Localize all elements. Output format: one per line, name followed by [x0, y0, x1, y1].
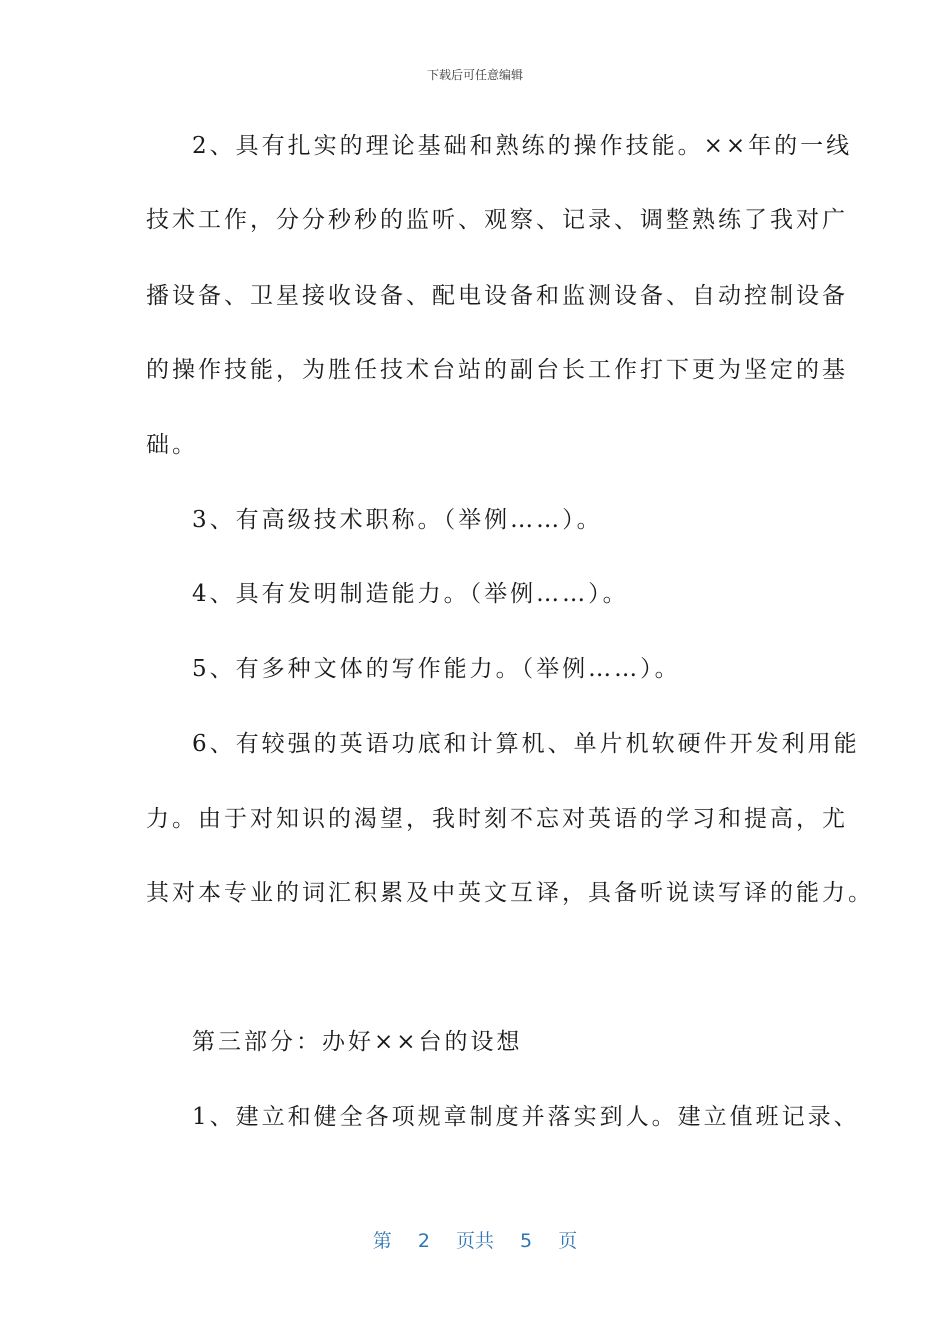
- paragraph-line: 播设备、卫星接收设备、配电设备和监测设备、自动控制设备: [146, 283, 848, 309]
- paragraph-line: 础。: [146, 432, 198, 458]
- paragraph-line: 5、有多种文体的写作能力。（举例……）。: [192, 656, 681, 682]
- page-label-prefix: 第: [372, 1230, 392, 1252]
- paragraph-line: 的操作技能，为胜任技术台站的副台长工作打下更为坚定的基: [146, 357, 848, 383]
- paragraph-line: 技术工作，分分秒秒的监听、观察、记录、调整熟练了我对广: [146, 207, 848, 233]
- total-pages: 5: [520, 1230, 533, 1252]
- paragraph-line: 力。由于对知识的渴望，我时刻不忘对英语的学习和提高，尤: [146, 806, 848, 832]
- paragraph-line: 3、有高级技术职称。（举例……）。: [192, 507, 603, 533]
- page-footer: [0, 1226, 950, 1253]
- page-number: 2: [417, 1230, 430, 1252]
- paragraph-line: 2、具有扎实的理论基础和熟练的操作技能。××年的一线: [192, 133, 853, 159]
- paragraph-line: 6、有较强的英语功底和计算机、单片机软硬件开发利用能: [192, 731, 860, 757]
- paragraph-line: 其对本专业的词汇积累及中英文互译，具备听说读写译的能力。: [146, 880, 874, 906]
- page-label-mid: 页共: [455, 1230, 494, 1252]
- page-label-suffix: 页: [558, 1230, 578, 1252]
- section-heading: 第三部分：办好××台的设想: [192, 1029, 523, 1055]
- header-note: 下载后可任意编辑: [426, 68, 523, 82]
- paragraph-line: 1、建立和健全各项规章制度并落实到人。建立值班记录、: [192, 1104, 860, 1130]
- paragraph-line: 4、具有发明制造能力。（举例……）。: [192, 581, 629, 607]
